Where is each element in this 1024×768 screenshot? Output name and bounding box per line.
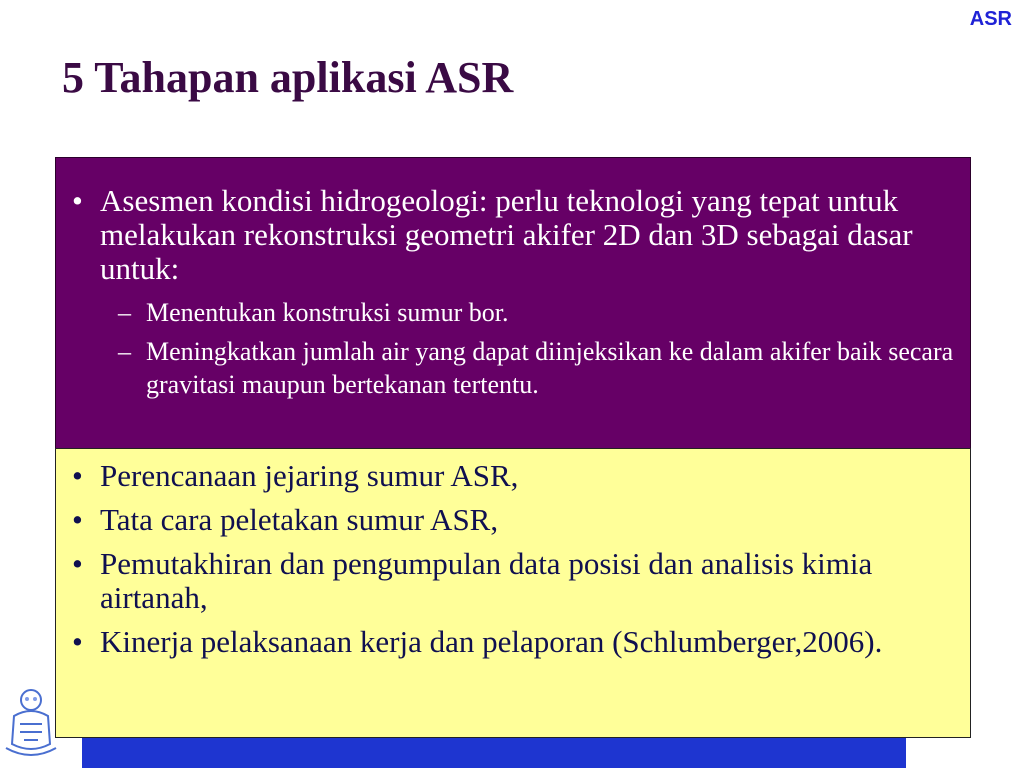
bullet-icon: •	[72, 458, 83, 493]
list-item	[70, 184, 960, 401]
sub-list-item	[118, 296, 960, 329]
list-item-text: Perencanaan jejaring sumur ASR,	[100, 458, 519, 493]
list-item	[70, 547, 960, 615]
bullet-icon: •	[72, 502, 83, 537]
dash-icon: –	[118, 337, 131, 366]
list-item	[70, 503, 960, 537]
purple-content-box	[55, 157, 971, 449]
yellow-content-box	[55, 448, 971, 738]
sub-list-item	[118, 335, 960, 401]
footer-bar	[82, 734, 906, 768]
list-item-text: Pemutakhiran dan pengumpulan data posisi dan analisis kimia airtanah,	[100, 546, 873, 615]
dash-icon: –	[118, 298, 131, 327]
sub-list-item-text: Menentukan konstruksi sumur bor.	[146, 298, 509, 327]
bullet-icon: •	[72, 183, 83, 218]
purple-bullet-list	[56, 158, 970, 401]
list-item	[70, 625, 960, 659]
bullet-icon: •	[72, 546, 83, 581]
sub-list-item-text: Meningkatkan jumlah air yang dapat diinjeksikan ke dalam akifer baik secara gravitasi maupun bertekanan tertentu.	[146, 337, 954, 399]
list-item-text: Kinerja pelaksanaan kerja dan pelaporan (Schlumberger,2006).	[100, 624, 883, 659]
list-item-text: Tata cara peletakan sumur ASR,	[100, 502, 499, 537]
sub-list	[100, 296, 960, 401]
bullet-icon: •	[72, 624, 83, 659]
institution-logo-icon	[0, 682, 62, 762]
corner-label: ASR	[969, 8, 1012, 30]
slide-title: 5 Tahapan aplikasi ASR	[62, 53, 514, 102]
list-item	[70, 459, 960, 493]
yellow-bullet-list	[56, 449, 970, 659]
list-item-text: Asesmen kondisi hidrogeologi: perlu teknologi yang tepat untuk melakukan rekonstruksi geometri akifer 2D dan 3D sebagai dasar untuk:	[100, 183, 913, 286]
